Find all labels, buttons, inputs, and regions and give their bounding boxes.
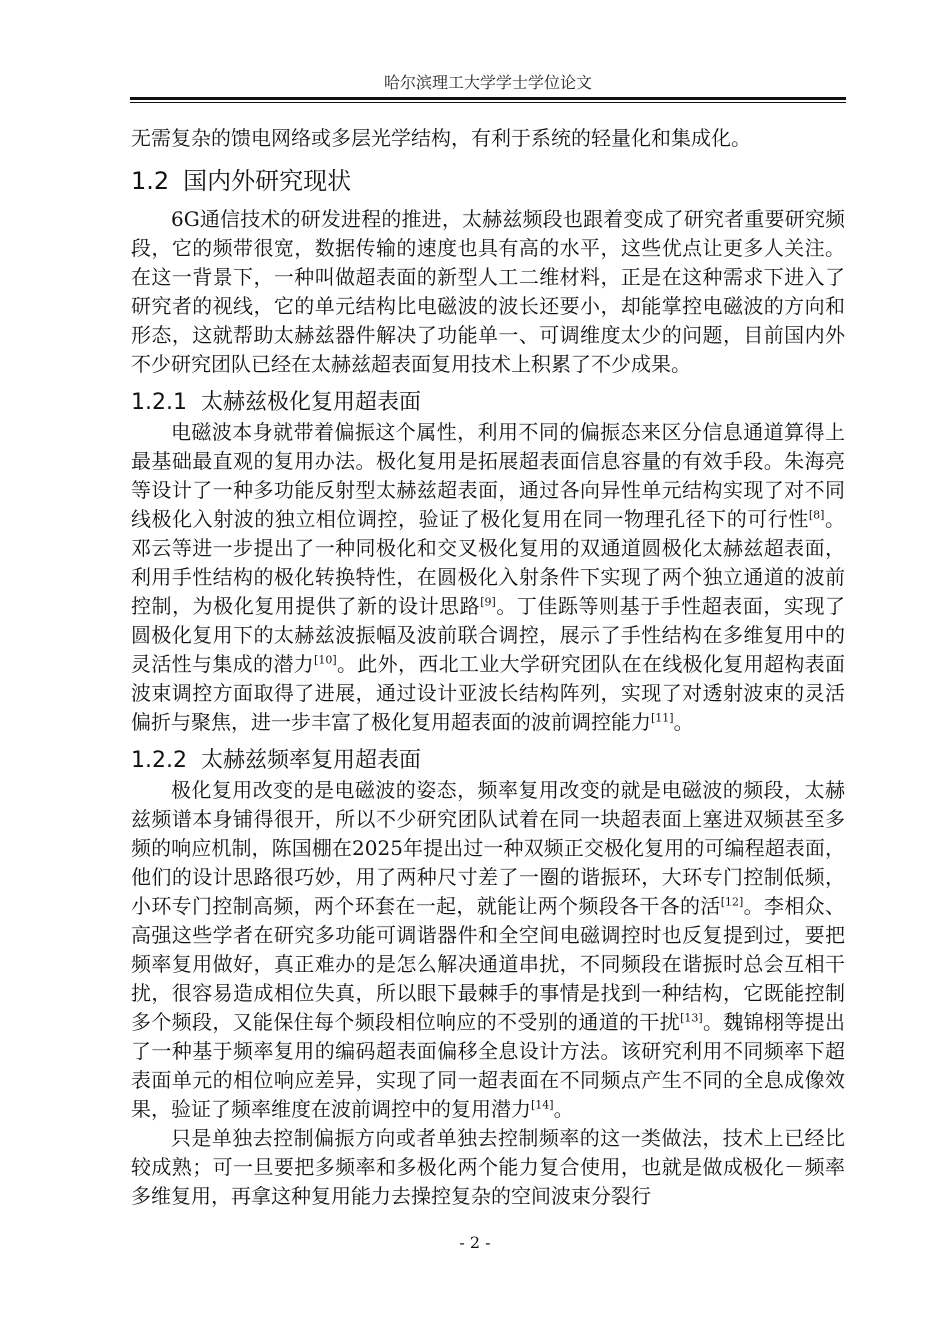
intro-tail-paragraph: 无需复杂的馈电网络或多层光学结构，有利于系统的轻量化和集成化。 (131, 126, 751, 150)
subsection-number: 1.2.1 (131, 390, 187, 415)
paragraph-1-2: 6G通信技术的研发进程的推进，太赫兹频段也跟着变成了研究者重要研究频段，它的频带很宽，数据传输的速度也具有高的水平，这些优点让更多人关注。在这一背景下，一种叫做超表面的新型人工二维材料，正是在这种需求下进入了研究者的视线，它的单元结构比电磁波的波长还要小，却能掌控电磁波的方向和形态，这就帮助太赫兹器件解决了功能单一、可调维度太少的问题，目前国内外不少研究团队已经在太赫兹超表面复用技术上积累了不少成果。 (131, 207, 845, 376)
section-heading-1-2-1 (131, 388, 845, 418)
subsection-title: 太赫兹频率复用超表面 (200, 748, 421, 773)
header-rule (130, 97, 846, 100)
paragraph-1-2-1 (131, 418, 845, 737)
text-segment: 极化复用改变的是电磁波的姿态，频率复用改变的就是电磁波的频段，太赫兹频谱本身铺得很开，所以不少研究团队试着在同一块超表面上塞进双频甚至多频的响应机制，陈国棚在2025年提出过一种双频正交极化复用的可编程超表面，他们的设计思路很巧妙，用了两种尺寸差了一圈的谐振环，大环专门控制低频，小环专门控制高频，两个环套在一起，就能让两个频段各干各的活 (131, 778, 845, 918)
text-segment: 电磁波本身就带着偏振这个属性，利用不同的偏振态来区分信息通道算得上最基础最直观的复用办法。极化复用是拓展超表面信息容量的有效手段。朱海亮等设计了一种多功能反射型太赫兹超表面，通过各向异性单元结构实现了对不同线极化入射波的独立相位调控，验证了极化复用在同一物理孔径下的可行性 (131, 420, 845, 531)
body-text (131, 124, 845, 1211)
text-segment: 。丁佳跞等则基于手性超表面，实现了圆极化复用下的太赫兹波振幅及波前联合调控，展示了手性结构在多维复用中的灵活性与集成的潜力 (131, 594, 845, 676)
text-segment: 。 (673, 710, 694, 734)
text-segment: 。此外，西北工业大学研究团队在在线极化复用超构表面波束调控方面取得了进展，通过设计亚波长结构阵列，实现了对透射波束的灵活偏折与聚焦，进一步丰富了极化复用超表面的波前调控能力 (131, 652, 846, 734)
citation-12: [12] (720, 895, 744, 909)
section-heading-1-2-2 (131, 746, 845, 776)
subsection-title: 太赫兹极化复用超表面 (200, 390, 421, 415)
citation-13: [13] (680, 1011, 703, 1025)
section-heading-1-2 (131, 166, 845, 196)
citation-10: [10] (314, 653, 337, 667)
text-segment: 。魏锦栩等提出了一种基于频率复用的编码超表面偏移全息设计方法。该研究利用不同频率下超表面单元的相位响应差异，实现了同一超表面在不同频点产生不同的全息成像效果，验证了频率维度在波前调控中的复用潜力 (131, 1010, 846, 1121)
citation-8: [8] (808, 508, 825, 522)
header-rule-thin (130, 102, 846, 103)
paragraph-1-2-2-continued: 只是单独去控制偏振方向或者单独去控制频率的这一类做法，技术上已经比较成熟；可一旦要把多频率和多极化两个能力复合使用，也就是做成极化－频率多维复用，再拿这种复用能力去操控复杂的空间波束分裂行 (131, 1126, 845, 1208)
citation-11: [11] (651, 711, 674, 725)
text-segment: 。 (553, 1097, 574, 1121)
paragraph-1-2-2 (131, 776, 845, 1124)
citation-9: [9] (480, 595, 496, 609)
citation-14: [14] (531, 1098, 554, 1112)
page-number: - 2 - (459, 1233, 491, 1252)
text-segment: 。邓云等进一步提出了一种同极化和交叉极化复用的双通道圆极化太赫兹超表面，利用手性结构的极化转换特性，在圆极化入射条件下实现了两个独立通道的波前控制，为极化复用提供了新的设计思路 (131, 507, 846, 618)
subsection-number: 1.2.2 (131, 748, 187, 773)
running-header: 哈尔滨理工大学学士学位论文 (383, 73, 592, 92)
section-number: 1.2 (131, 167, 170, 195)
section-title: 国内外研究现状 (183, 167, 352, 195)
text-segment: 。李相众、高强这些学者在研究多功能可调谐器件和全空间电磁调控时也反复提到过，要把频率复用做好，真正难办的是怎么解决通道串扰，不同频段在谐振时总会互相干扰，很容易造成相位失真，所以眼下最棘手的事情是找到一种结构，它既能控制多个频段，又能保住每个频段相位响应的不受别的通道的干扰 (131, 894, 846, 1034)
